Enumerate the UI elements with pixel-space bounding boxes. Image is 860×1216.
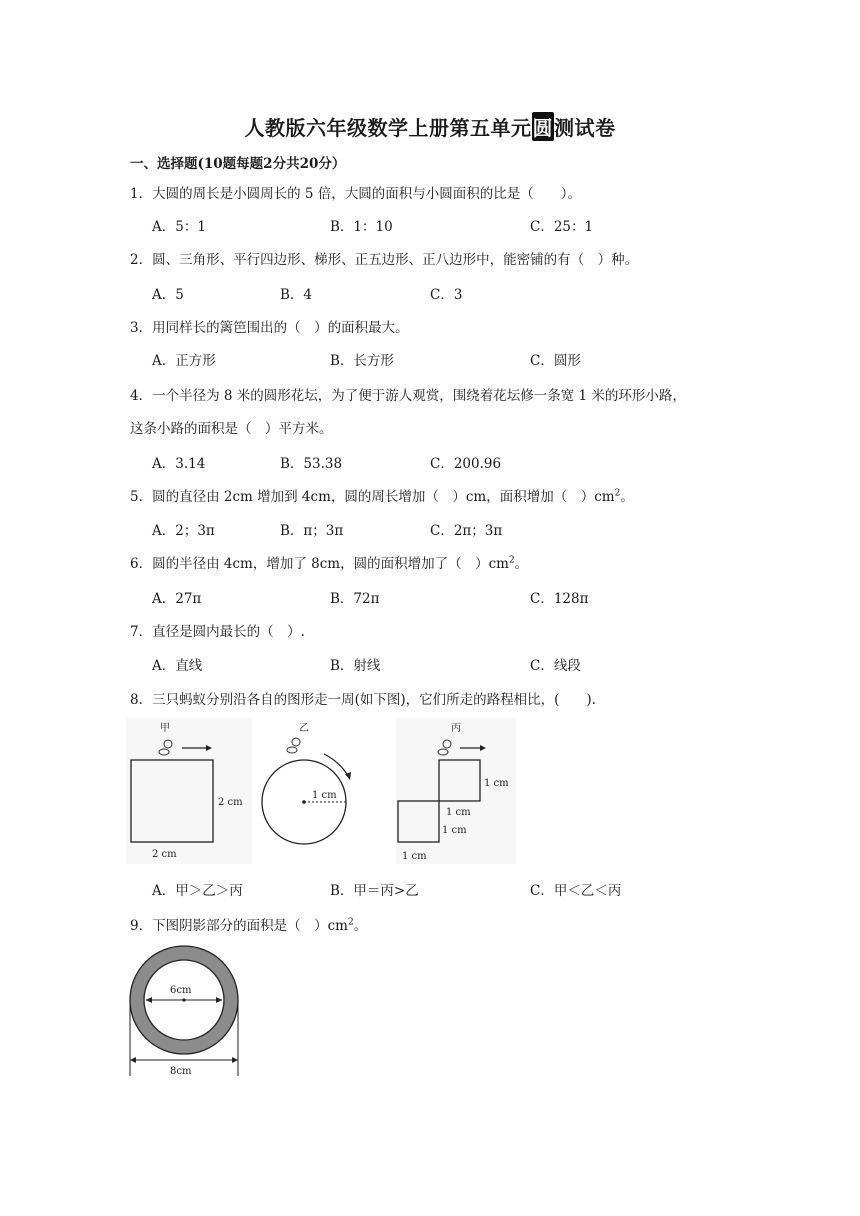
q6-superscript: 2 [508,555,515,566]
q8-option-a[interactable]: A．甲＞乙＞丙 [152,883,243,899]
figure-yi-label: 乙 [299,723,309,734]
q9-stem-end: 。 [353,918,368,934]
q1-option-a[interactable]: A．5：1 [152,219,206,235]
figure-jia [126,718,252,864]
q5-option-b[interactable]: B．π；3π [280,523,344,539]
figure-annulus [126,942,244,1080]
q1-option-b[interactable]: B．1：10 [330,219,393,235]
outer-diameter-label: 8cm [170,1066,192,1077]
question-2: 2．圆、三角形、平行四边形、梯形、正五边形、正八边形中，能密铺的有（ ）种。 [130,252,639,268]
question-8: 8．三只蚂蚁分别沿各自的图形走一周(如下图)，它们所走的路程相比，( ). [130,692,596,708]
question-7: 7．直径是圆内最长的（ ）. [130,624,305,640]
question-3: 3．用同样长的篱笆围出的（ ）的面积最大。 [130,320,409,336]
q5-stem-end: 。 [620,489,634,505]
question-5 [130,485,634,505]
q9-superscript: 2 [347,917,354,928]
q9-stem: 9．下图阴影部分的面积是（ ）cm [130,918,348,934]
inner-diameter-label: 6cm [170,985,192,996]
question-1: 1．大圆的周长是小圆周长的 5 倍，大圆的面积与小圆面积的比是（ ）。 [130,186,582,202]
arrowhead-icon [130,1057,136,1063]
q6-option-a[interactable]: A．27π [152,591,202,607]
section-heading: 一、选择题(10题每题2分共20分） [130,156,346,172]
figure-jia-label: 甲 [160,723,170,734]
q6-option-c[interactable]: C．128π [530,591,589,607]
figure-jia-side-bottom: 2 cm [152,849,177,860]
question-9 [130,914,367,934]
q2-option-c[interactable]: C．3 [430,287,463,303]
figure-bing-label: 丙 [451,723,461,734]
q2-option-a[interactable]: A．5 [152,287,184,303]
q5-option-a[interactable]: A．2；3π [152,523,215,539]
page-title [0,112,860,141]
figure-yi-radius-label: 1 cm [312,790,337,801]
q2-option-b[interactable]: B．4 [280,287,313,303]
q3-option-b[interactable]: B．长方形 [330,353,394,369]
figure-yi [262,722,351,844]
q5-superscript: 2 [614,488,621,499]
q8-option-b[interactable]: B．甲＝丙>乙 [330,883,419,899]
figure-bing-label-4: 1 cm [402,851,427,862]
q4-option-c[interactable]: C．200.96 [430,456,502,472]
figure-bing [396,718,516,864]
curved-arrow-icon [324,754,348,776]
title-boxed-char: 圆 [532,112,555,141]
title-text-after: 测试卷 [554,116,616,140]
q4-option-a[interactable]: A．3.14 [152,456,206,472]
figure-bing-label-3: 1 cm [442,825,467,836]
q5-option-c[interactable]: C．2π；3π [430,523,503,539]
title-text-before: 人教版六年级数学上册第五单元 [244,116,532,140]
figure-ant-paths [126,718,521,866]
figure-bing-label-2: 1 cm [446,807,471,818]
figure-jia-side-right: 2 cm [218,797,243,808]
q5-stem: 5．圆的直径由 2cm 增加到 4cm，圆的周长增加（ ）cm，面积增加（ ）cm [130,489,615,505]
arrowhead-icon [232,1057,238,1063]
question-4: 4．一个半径为 8 米的圆形花坛，为了便于游人观赏，围绕着花坛修一条宽 1 米的环形小路， [130,388,686,404]
question-4-line-2: 这条小路的面积是（ ）平方米。 [130,421,333,437]
figure-bing-label-1: 1 cm [484,778,509,789]
q6-stem: 6．圆的半径由 4cm，增加了 8cm，圆的面积增加了（ ）cm [130,556,509,572]
q1-option-c[interactable]: C．25：1 [530,219,594,235]
q8-option-c[interactable]: C．甲＜乙＜丙 [530,883,622,899]
q6-option-b[interactable]: B．72π [330,591,380,607]
q7-option-b[interactable]: B．射线 [330,658,381,674]
q6-stem-end: 。 [514,556,529,572]
q3-option-a[interactable]: A．正方形 [152,353,216,369]
ant-icon [287,738,300,753]
q4-option-b[interactable]: B．53.38 [280,456,343,472]
q7-option-c[interactable]: C．线段 [530,658,581,674]
question-6 [130,552,528,572]
q3-option-c[interactable]: C．圆形 [530,353,581,369]
q7-option-a[interactable]: A．直线 [152,658,203,674]
annulus-center [182,998,185,1001]
